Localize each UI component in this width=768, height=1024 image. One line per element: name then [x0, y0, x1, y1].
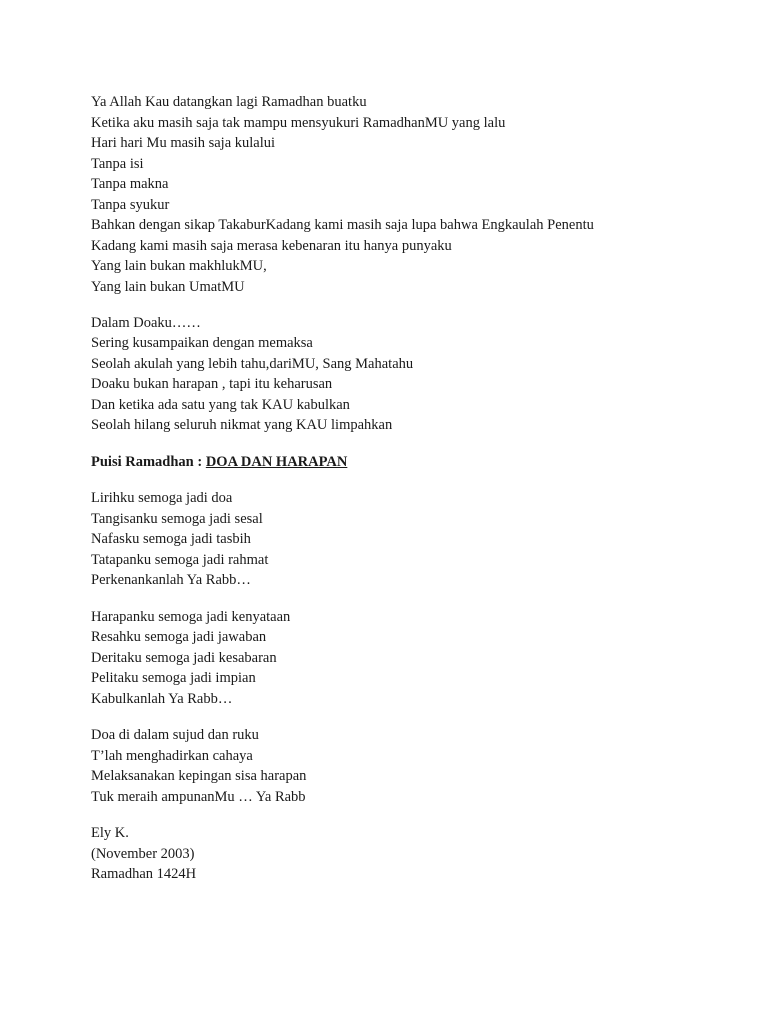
date-line: (November 2003)	[91, 845, 195, 862]
stanza-spacer	[91, 709, 731, 725]
poem-line: Lirihku semoga jadi doa	[91, 490, 233, 506]
stanza-spacer	[91, 297, 731, 313]
poem-line: Sering kusampaikan dengan memaksa	[91, 335, 313, 351]
poem-line: T’lah menghadirkan cahaya	[91, 747, 253, 764]
poem-line: Pelitaku semoga jadi impian	[91, 670, 256, 686]
poem-line: Tangisanku semoga jadi sesal	[91, 510, 263, 527]
poem-line: Yang lain bukan UmatMU	[91, 278, 245, 295]
stanza-2	[91, 313, 731, 436]
poem-line: Deritaku semoga jadi kesabaran	[91, 649, 277, 666]
poem-line: Yang lain bukan makhlukMU,	[91, 258, 267, 274]
stanza-4	[91, 607, 731, 710]
stanza-1	[91, 92, 731, 297]
author-name: Ely K.	[91, 825, 129, 841]
poem-line: Tanpa isi	[91, 155, 144, 172]
poem-line: Kabulkanlah Ya Rabb…	[91, 690, 233, 707]
stanza-spacer	[91, 591, 731, 607]
poem-line: Dan ketika ada satu yang tak KAU kabulkan	[91, 396, 350, 413]
poem-line: Dalam Doaku……	[91, 314, 201, 331]
document-page	[91, 92, 731, 885]
stanza-spacer	[91, 807, 731, 823]
poem-line: Doaku bukan harapan , tapi itu keharusan	[91, 376, 333, 392]
poem-line: Bahkan dengan sikap TakaburKadang kami masih saja lupa bahwa Engkaulah Penentu	[91, 217, 594, 233]
poem-line: Hari hari Mu masih saja kulalui	[91, 135, 276, 151]
poem-line: Harapanku semoga jadi kenyataan	[91, 608, 291, 625]
poem-line: Ketika aku masih saja tak mampu mensyukuri RamadhanMU yang lalu	[91, 114, 506, 131]
hijri-date-line: Ramadhan 1424H	[91, 866, 197, 882]
poem-line: Seolah hilang seluruh nikmat yang KAU limpahkan	[91, 417, 393, 433]
poem-line: Kadang kami masih saja merasa kebenaran itu hanya punyaku	[91, 237, 452, 254]
poem-line: Resahku semoga jadi jawaban	[91, 629, 267, 645]
poem-line: Tuk meraih ampunanMu … Ya Rabb	[91, 788, 306, 805]
signature-block	[91, 823, 731, 885]
stanza-5	[91, 725, 731, 807]
heading-prefix: Puisi Ramadhan :	[91, 453, 206, 470]
poem-line: Tatapanku semoga jadi rahmat	[91, 551, 269, 568]
poem-line: Seolah akulah yang lebih tahu,dariMU, Sang Mahatahu	[91, 355, 414, 372]
poem-line: Nafasku semoga jadi tasbih	[91, 531, 251, 547]
poem-line: Melaksanakan kepingan sisa harapan	[91, 768, 307, 784]
stanza-spacer	[91, 436, 731, 452]
poem-line: Ya Allah Kau datangkan lagi Ramadhan buatku	[91, 94, 367, 110]
stanza-spacer	[91, 472, 731, 488]
poem-line: Tanpa makna	[91, 176, 169, 192]
poem-line: Doa di dalam sujud dan ruku	[91, 727, 259, 743]
heading-title: DOA DAN HARAPAN	[205, 453, 348, 470]
poem-heading	[91, 452, 731, 473]
stanza-3	[91, 488, 731, 591]
poem-line: Tanpa syukur	[91, 196, 170, 213]
poem-line: Perkenankanlah Ya Rabb…	[91, 572, 251, 588]
